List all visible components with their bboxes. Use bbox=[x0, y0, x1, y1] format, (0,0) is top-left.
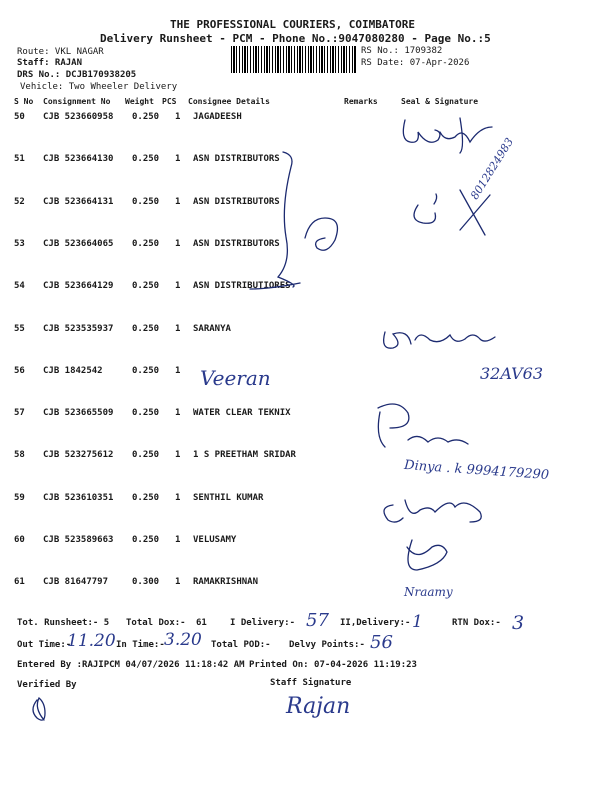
row-consignee: 1 S PREETHAM SRIDAR bbox=[193, 450, 296, 460]
entered-by: Entered By :RAJIPCM 04/07/2026 11:18:42 AM bbox=[17, 660, 245, 670]
ii-delivery-label: II,Delivery:- bbox=[340, 618, 411, 628]
row-weight: 0.250 bbox=[132, 366, 160, 376]
row-weight: 0.250 bbox=[132, 450, 160, 460]
row-pcs: 1 bbox=[175, 154, 181, 164]
total-pod-label: Total POD:- bbox=[211, 640, 271, 650]
row-pcs: 1 bbox=[175, 281, 181, 291]
row-consignee: SARANYA bbox=[193, 324, 231, 334]
verified-signature bbox=[33, 698, 45, 720]
row-sno: 52 bbox=[14, 197, 25, 207]
staff-signature-handwritten: Rajan bbox=[286, 694, 351, 719]
handwritten-phone-row52: 8012824983 bbox=[468, 135, 517, 202]
row-pcs: 1 bbox=[175, 197, 181, 207]
row-pcs: 1 bbox=[175, 408, 181, 418]
row-sno: 58 bbox=[14, 450, 25, 460]
column-header-sno: S No bbox=[14, 97, 34, 106]
column-header-consignment: Consignment No bbox=[43, 97, 111, 106]
route-label: Route: VKL NAGAR bbox=[17, 47, 104, 57]
row-consignee: SENTHIL KUMAR bbox=[193, 493, 264, 503]
row-sno: 57 bbox=[14, 408, 25, 418]
row-pcs: 1 bbox=[175, 493, 181, 503]
row-weight: 0.250 bbox=[132, 239, 160, 249]
row-pcs: 1 bbox=[175, 366, 181, 376]
row-weight: 0.250 bbox=[132, 324, 160, 334]
in-time-label: In Time:- bbox=[116, 640, 165, 650]
row-sno: 53 bbox=[14, 239, 25, 249]
vehicle-label: Vehicle: Two Wheeler Delivery bbox=[20, 82, 178, 92]
signature-row55 bbox=[384, 332, 495, 348]
drs-label: DRS No.: DCJB170938205 bbox=[17, 70, 137, 80]
delvy-points-value: 56 bbox=[370, 632, 393, 653]
row-consignee: JAGADEESH bbox=[193, 112, 242, 122]
staff-signature-label: Staff Signature bbox=[270, 678, 352, 688]
row-pcs: 1 bbox=[175, 450, 181, 460]
handwritten-name-row56: Veeran bbox=[200, 366, 271, 390]
row-sno: 51 bbox=[14, 154, 25, 164]
column-header-consignee: Consignee Details bbox=[188, 97, 270, 106]
row-sno: 59 bbox=[14, 493, 25, 503]
row-consignee: VELUSAMY bbox=[193, 535, 237, 545]
row-consignment-no: CJB 1842542 bbox=[43, 366, 103, 376]
i-delivery-label: I Delivery:- bbox=[230, 618, 296, 628]
row-consignment-no: CJB 523664131 bbox=[43, 197, 114, 207]
signature-row57 bbox=[378, 404, 468, 447]
row-consignment-no: CJB 523610351 bbox=[43, 493, 114, 503]
row-weight: 0.250 bbox=[132, 281, 160, 291]
row-consignment-no: CJB 523535937 bbox=[43, 324, 114, 334]
staff-label: Staff: RAJAN bbox=[17, 58, 83, 68]
row-weight: 0.300 bbox=[132, 577, 160, 587]
signature-row60 bbox=[407, 540, 447, 570]
row-pcs: 1 bbox=[175, 239, 181, 249]
row-consignment-no: CJB 523660958 bbox=[43, 112, 114, 122]
row-weight: 0.250 bbox=[132, 408, 160, 418]
out-time-label: Out Time:- bbox=[17, 640, 72, 650]
row-weight: 0.250 bbox=[132, 112, 160, 122]
column-header-pcs: PCS bbox=[162, 97, 177, 106]
row-consignee: ASN DISTRIBUTIORES bbox=[193, 281, 291, 291]
in-time-value: 3.20 bbox=[164, 630, 202, 650]
row-consignee: ASN DISTRIBUTORS bbox=[193, 154, 280, 164]
total-dox-value: 61 bbox=[196, 618, 207, 628]
out-time-value: 11.20 bbox=[67, 631, 116, 651]
row-consignment-no: CJB 523665509 bbox=[43, 408, 114, 418]
row-pcs: 1 bbox=[175, 324, 181, 334]
row-weight: 0.250 bbox=[132, 535, 160, 545]
row-consignee: RAMAKRISHNAN bbox=[193, 577, 259, 587]
row-sno: 55 bbox=[14, 324, 25, 334]
handwritten-phone-row56: 32AV63 bbox=[480, 364, 544, 383]
signature-row50 bbox=[403, 118, 492, 153]
row-sno: 50 bbox=[14, 112, 25, 122]
row-sno: 56 bbox=[14, 366, 25, 376]
row-consignment-no: CJB 523275612 bbox=[43, 450, 114, 460]
row-consignment-no: CJB 523664130 bbox=[43, 154, 114, 164]
column-header-seal: Seal & Signature bbox=[401, 97, 479, 106]
delvy-points-label: Delvy Points:- bbox=[289, 640, 365, 650]
document-title: THE PROFESSIONAL COURIERS, COIMBATORE bbox=[170, 18, 416, 31]
handwritten-sig-row61: Nraamy bbox=[404, 585, 453, 599]
row-consignment-no: CJB 523664065 bbox=[43, 239, 114, 249]
row-sno: 61 bbox=[14, 577, 25, 587]
row-consignment-no: CJB 523589663 bbox=[43, 535, 114, 545]
row-pcs: 1 bbox=[175, 535, 181, 545]
signature-row53 bbox=[305, 218, 337, 250]
rtn-dox-label: RTN Dox:- bbox=[452, 618, 501, 628]
row-consignee: ASN DISTRIBUTORS bbox=[193, 197, 280, 207]
row-sno: 60 bbox=[14, 535, 25, 545]
row-weight: 0.250 bbox=[132, 493, 160, 503]
rtn-dox-value: 3 bbox=[512, 612, 525, 634]
row-consignee: WATER CLEAR TEKNIX bbox=[193, 408, 291, 418]
row-consignee: ASN DISTRIBUTORS bbox=[193, 239, 280, 249]
row-pcs: 1 bbox=[175, 112, 181, 122]
row-consignment-no: CJB 81647797 bbox=[43, 577, 109, 587]
total-dox-label: Total Dox:- bbox=[126, 618, 186, 628]
i-delivery-value: 57 bbox=[306, 610, 329, 631]
row-sno: 54 bbox=[14, 281, 25, 291]
column-header-weight: Weight bbox=[125, 97, 154, 106]
printed-on: Printed On: 07-04-2026 11:19:23 bbox=[249, 660, 417, 670]
row-pcs: 1 bbox=[175, 577, 181, 587]
ii-delivery-value: 1 bbox=[412, 612, 423, 632]
signature-row59 bbox=[384, 500, 481, 522]
row-weight: 0.250 bbox=[132, 197, 160, 207]
rs-number: RS No.: 1709382 bbox=[361, 46, 443, 56]
document-subtitle: Delivery Runsheet - PCM - Phone No.:9047080280 - Page No.:5 bbox=[100, 32, 491, 45]
handwritten-phone-row58: Dinya . k 9994179290 bbox=[403, 457, 550, 484]
rs-date: RS Date: 07-Apr-2026 bbox=[361, 58, 470, 68]
bracket-rows-51-54 bbox=[250, 152, 300, 289]
tot-runsheet: Tot. Runsheet:- 5 bbox=[17, 618, 110, 628]
column-header-remarks: Remarks bbox=[344, 97, 378, 106]
row-consignment-no: CJB 523664129 bbox=[43, 281, 114, 291]
verified-by-label: Verified By bbox=[17, 680, 77, 690]
row-weight: 0.250 bbox=[132, 154, 160, 164]
